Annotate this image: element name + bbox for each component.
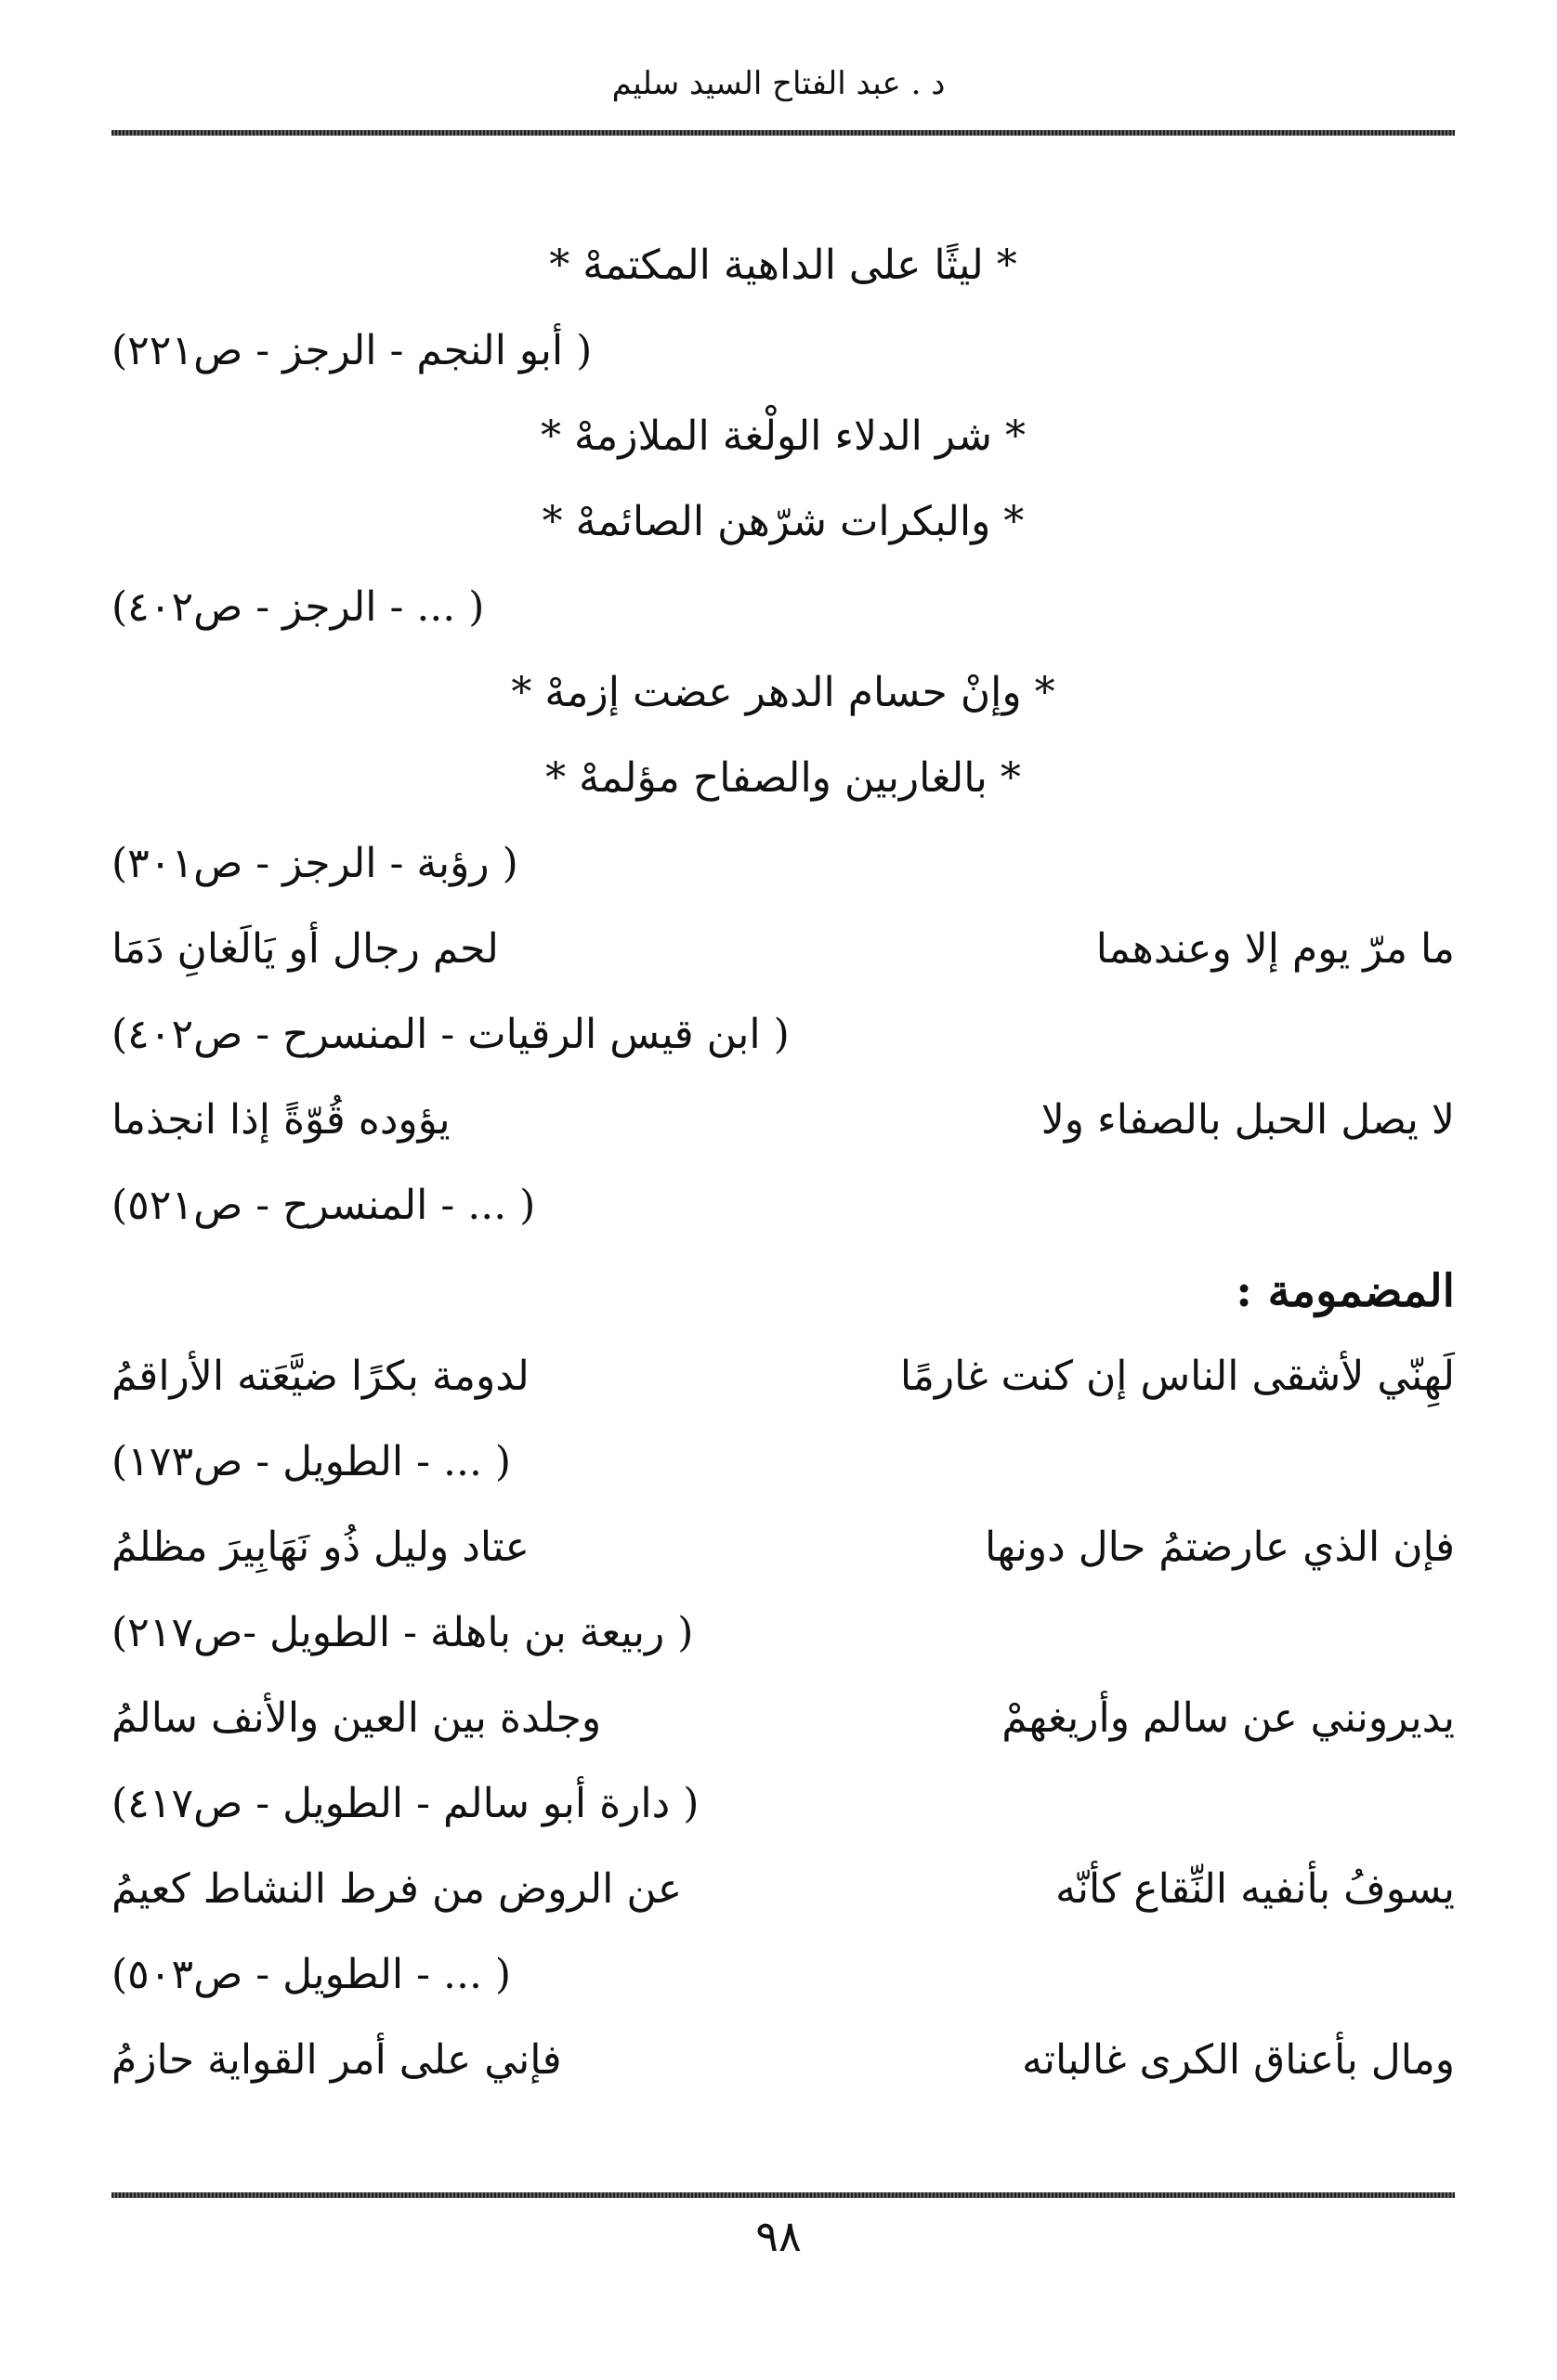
- source-citation: ( ابن قيس الرقيات - المنسرح - ص٤٠٢): [111, 1011, 790, 1058]
- verse-first-hemistich: ما مرّ يوم إلا وعندهما: [1095, 925, 1455, 973]
- verse-line: [111, 1505, 1455, 1590]
- source-citation: ( ... - الطويل - ص١٧٣): [111, 1438, 512, 1485]
- source-citation: ( ربيعة بن باهلة - الطويل -ص٢١٧): [111, 1609, 694, 1656]
- verse-line: [111, 907, 1455, 992]
- source-citation: ( ... - المنسرح - ص٥٢١): [111, 1182, 536, 1229]
- hemistich: * ليثًا على الداهية المكتمهْ *: [549, 242, 1017, 289]
- verse-first-hemistich: ومال بأعناق الكرى غالباته: [1022, 2036, 1455, 2084]
- hemistich: * بالغاربين والصفاح مؤلمهْ *: [545, 754, 1021, 802]
- verse-line: [111, 1847, 1455, 1932]
- section-heading: المضمومة :: [1236, 1265, 1455, 1317]
- verse-first-hemistich: يسوفُ بأنفيه النِّقاع كأنّه: [1055, 1865, 1455, 1913]
- source-citation: ( دارة أبو سالم - الطويل - ص٤١٧): [111, 1780, 700, 1827]
- footer-rule: [111, 2192, 1455, 2198]
- verse-second-hemistich: عن الروض من فرط النشاط كعيمُ: [111, 1865, 683, 1913]
- verse-second-hemistich: يؤوده قُوّةً إذا انجذما: [111, 1096, 451, 1144]
- verse-line: [111, 1078, 1455, 1163]
- hemistich: * شر الدلاء الولْغة الملازمهْ *: [541, 412, 1026, 460]
- source-citation: ( ... - الرجز - ص٤٠٢): [111, 583, 485, 631]
- source-citation: ( أبو النجم - الرجز - ص٢٢١): [111, 327, 593, 374]
- hemistich: * والبكرات شرّهن الصائمهْ *: [542, 498, 1025, 545]
- verse-second-hemistich: لحم رجال أو يَالَغانِ دَمَا: [111, 925, 499, 973]
- hemistich: * وإنْ حسام الدهر عضت إزمهْ *: [511, 669, 1055, 716]
- page-number: ٩٨: [755, 2211, 802, 2261]
- header-rule: [111, 130, 1455, 136]
- page-content: [111, 223, 1455, 2103]
- verse-line: [111, 2018, 1455, 2103]
- source-citation: ( ... - الطويل - ص٥٠٣): [111, 1951, 512, 1998]
- verse-first-hemistich: فإن الذي عارضتمُ حال دونها: [984, 1523, 1455, 1571]
- verse-second-hemistich: وجلدة بين العين والأنف سالمُ: [111, 1694, 602, 1742]
- verse-line: [111, 1676, 1455, 1761]
- source-citation: ( رؤبة - الرجز - ص٣٠١): [111, 840, 518, 887]
- verse-first-hemistich: لا يصل الحبل بالصفاء ولا: [1040, 1096, 1455, 1144]
- verse-second-hemistich: لدومة بكرًا ضيَّعَته الأراقمُ: [111, 1353, 530, 1400]
- page-header: د . عبد الفتاح السيد سليم: [611, 65, 946, 102]
- verse-second-hemistich: عتاد وليل ذُو نَهَابِيرَ مظلمُ: [111, 1523, 530, 1571]
- verse-first-hemistich: لَهِنّي لأشقى الناس إن كنت غارمًا: [899, 1353, 1455, 1400]
- verse-second-hemistich: فإني على أمر القواية حازمُ: [111, 2036, 562, 2084]
- verse-first-hemistich: يديرونني عن سالم وأريغهمْ: [1001, 1694, 1455, 1742]
- verse-line: [111, 1334, 1455, 1419]
